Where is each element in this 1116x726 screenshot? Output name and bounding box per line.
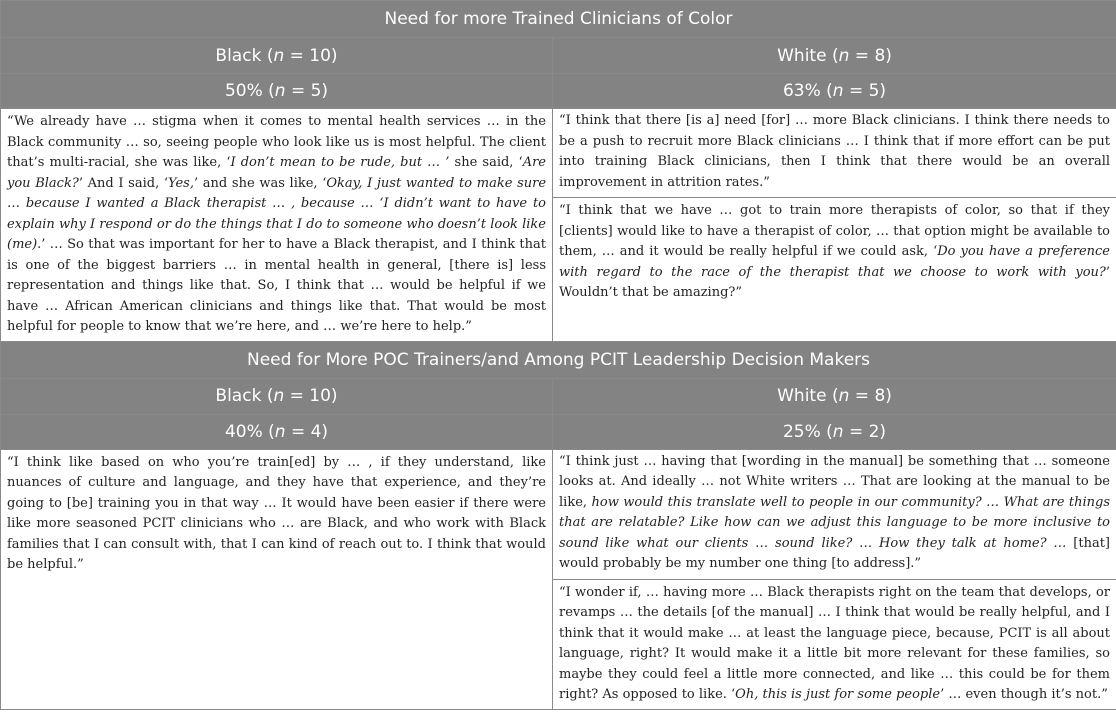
theme-title: Need for more Trained Clinicians of Color: [1, 1, 1116, 38]
black-quote: “We already have … stigma when it comes to mental health services … in the Black community … so, seeing people who look like us is most helpful. The client that’s multi-racial, she was like, ‘I don’t mean to be rude, but … ’ she said, ‘Are you Black?’ And I said, ‘Yes,’ and she was like, ‘Okay, I just wanted to make sure … because I wanted a Black therapist … , because … ‘I didn’t want to have to explain why I respond or do the things that I do to someone who doesn’t look like (me).’ … So that was important for her to have a Black therapist, and I think that is one of the biggest barriers … in mental health in general, [there is] less representation and things like that. So, I think that … would be helpful if we have … African American clinicians and things like that. That would be most helpful for people to know that we’re here, and … we’re here to help.”: [1, 109, 553, 342]
group-row: [1, 378, 1116, 414]
percent-row: [1, 74, 1116, 109]
theme-row: [1, 1, 1116, 38]
black-group-header: Black (n = 10): [1, 378, 553, 414]
percent-row: [1, 414, 1116, 449]
theme-row: [1, 341, 1116, 378]
white-group-header: White (n = 8): [553, 38, 1116, 74]
group-row: [1, 38, 1116, 74]
black-group-header: Black (n = 10): [1, 38, 553, 74]
black-quote: “I think like based on who you’re train[ed] by … , if they understand, like nuances of culture and language, and they have that experience, and they’re going to [be] training you in that way … It would have been easier if there were like more seasoned PCIT clinicians who … are Black, and who work with Black families that I can consult with, that I can kind of reach out to. I think that would be helpful.”: [1, 449, 553, 709]
white-quote: “I wonder if, … having more … Black therapists right on the team that develops, or revamps … the details [of the manual] … I think that would be really helpful, and I think that it would make … at least the language piece, because, PCIT is all about language, right? It would make it a little bit more relevant for these families, so maybe they could feel a little more connected, and like … this could be for them right? As opposed to like. ‘Oh, this is just for some people’ … even though it’s not.”: [553, 579, 1116, 709]
white-group-header: White (n = 8): [553, 378, 1116, 414]
white-quote: “I think that there [is a] need [for] … more Black clinicians. I think there needs to be a push to recruit more Black clinicians … I think that if more effort can be put into training Black clinicians, then I think that there would be an overall improvement in attrition rates.”: [553, 109, 1116, 198]
white-quote: “I think just … having that [wording in the manual] be something that … someone looks at. And ideally … not White writers … That are looking at the manual to be like, how would this translate well to people in our community? … What are things that are relatable? Like how can we adjust this language to be more inclusive to sound like what our clients … sound like? … How they talk at home? … [that] would probably be my number one thing [to address].”: [553, 449, 1116, 579]
white-percent: 25% (n = 2): [553, 414, 1116, 449]
theme-title: Need for More POC Trainers/and Among PCIT Leadership Decision Makers: [1, 341, 1116, 378]
white-quote: “I think that we have … got to train more therapists of color, so that if they [clients] would like to have a therapist of color, … that option might be available to them, … and it would be really helpful if we could ask, ‘Do you have a preference with regard to the race of the therapist that we choose to work with you?’ Wouldn’t that be amazing?”: [553, 198, 1116, 342]
quote-row: [1, 109, 1116, 198]
quote-row: [1, 449, 1116, 579]
black-percent: 40% (n = 4): [1, 414, 553, 449]
black-percent: 50% (n = 5): [1, 74, 553, 109]
white-percent: 63% (n = 5): [553, 74, 1116, 109]
